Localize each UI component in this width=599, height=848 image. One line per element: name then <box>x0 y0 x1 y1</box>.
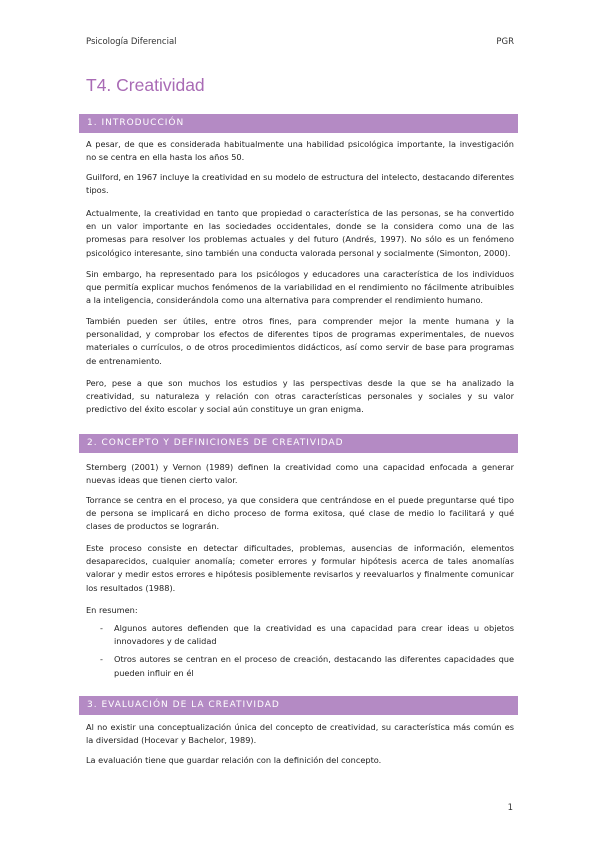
section-heading-introduccion: 1. INTRODUCCIÓN <box>79 114 518 133</box>
dash-bullet-icon: - <box>100 623 103 633</box>
dash-bullet-icon: - <box>100 654 103 665</box>
section-heading-evaluacion: 3. EVALUACIÓN DE LA CREATIVIDAD <box>79 696 518 715</box>
paragraph: En resumen: <box>86 605 138 615</box>
header-course-name: Psicología Diferencial <box>86 37 177 47</box>
list-item <box>100 653 514 679</box>
document-title: T4. Creatividad <box>86 75 205 95</box>
paragraph: Pero, pese a que son muchos los estudios y las perspectivas desde la que se ha analizado la creatividad, su naturaleza y relación con otras características personales y sociales y su valor predictivo del éxito escolar y social aún constituye un gran enigma. <box>86 378 514 415</box>
paragraph: A pesar, de que es considerada habitualmente una habilidad psicológica importante, la investigación no se centra en ella hasta los años 50. <box>86 139 514 163</box>
page-number: 1 <box>507 803 513 813</box>
section-heading-concepto: 2. CONCEPTO Y DEFINICIONES DE CREATIVIDAD <box>79 434 518 453</box>
paragraph: También pueden ser útiles, entre otros fines, para comprender mejor la mente humana y la personalidad, y comprobar los efectos de diferentes tipos de programas experimentales, de nuevos materiales o currículos, o de otros procedimientos didácticos, así como servir de base para programas de entrenamiento. <box>86 316 514 366</box>
header-author-initials: PGR <box>496 37 514 47</box>
paragraph: Sin embargo, ha representado para los psicólogos y educadores una característica de los individuos que permitía explicar muchos fenómenos de la variabilidad en el rendimiento no fácilmente atribuibles a la inteligencia, considerándola como una alternativa para comprender el rendimiento humano. <box>86 269 514 306</box>
list-item <box>100 622 514 648</box>
paragraph: Torrance se centra en el proceso, ya que considera que centrándose en el puede preguntarse qué tipo de persona se implicará en dicho proceso de forma exitosa, qué clase de medio lo facilitará y qué clases de productos se lograrán. <box>86 495 514 532</box>
paragraph: Al no existir una conceptualización única del concepto de creatividad, su característica más común es la diversidad (Hocevar y Bachelor, 1989). <box>86 722 514 746</box>
paragraph: Este proceso consiste en detectar dificultades, problemas, ausencias de información, elementos desaparecidos, cualquier anomalía; cometer errores y formular hipótesis acerca de tales anomalías valorar y medir estos errores e hipótesis posiblemente revisarlos y reevaluarlos y finalmente comunicar los resultados (1988). <box>86 543 514 593</box>
paragraph: Guilford, en 1967 incluye la creatividad en su modelo de estructura del intelecto, destacando diferentes tipos. <box>86 172 514 196</box>
list-item-text: Otros autores se centran en el proceso de creación, destacando las diferentes capacidades que pueden influir en él <box>114 654 514 678</box>
paragraph: Actualmente, la creatividad en tanto que propiedad o característica de las personas, se ha convertido en un valor importante en las sociedades occidentales, donde se la considera como una de las promesas para resolver los problemas actuales y del futuro (Andrés, 1997). No sólo es un fenómeno psicológico interesante, sino también una conducta valorada personal y socialmente (Simonton, 2000). <box>86 208 514 258</box>
paragraph: La evaluación tiene que guardar relación con la definición del concepto. <box>86 755 382 765</box>
summary-list <box>100 622 514 685</box>
paragraph: Sternberg (2001) y Vernon (1989) definen la creatividad como una capacidad enfocada a generar nuevas ideas que tienen cierto valor. <box>86 462 514 486</box>
list-item-text: Algunos autores defienden que la creatividad es una capacidad para crear ideas u objetos innovadores y de calidad <box>114 623 514 647</box>
